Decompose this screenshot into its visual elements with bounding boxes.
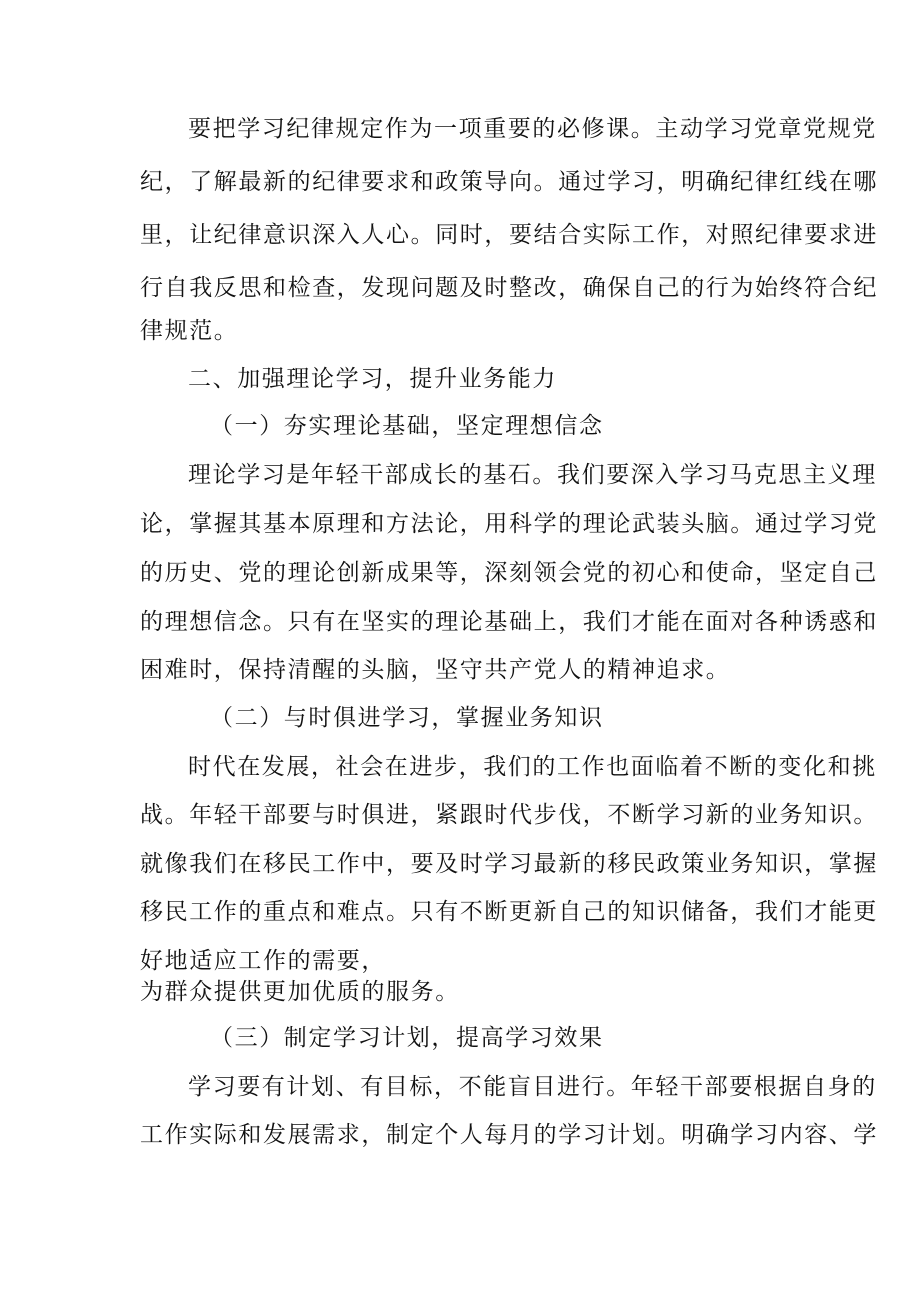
paragraph-2-line-1: 理论学习是年轻干部成长的基石。我们要深入学习马克思主义理 [188, 462, 877, 488]
paragraph-3-line-1: 时代在发展，社会在进步，我们的工作也面临着不断的变化和挑 [188, 754, 877, 780]
paragraph-4-line-2: 工作实际和发展需求，制定个人每月的学习计划。明确学习内容、学 [140, 1122, 878, 1148]
subheading-1: （一）夯实理论基础，坚定理想信念 [210, 413, 604, 439]
paragraph-2-line-4: 的理想信念。只有在坚实的理论基础上，我们才能在面对各种诱惑和 [140, 609, 878, 635]
paragraph-3-line-6: 为群众提供更加优质的服务。 [140, 979, 460, 1005]
section-heading-2: 二、加强理论学习，提升业务能力 [188, 366, 557, 392]
paragraph-1-line-4: 行自我反思和检查，发现问题及时整改，确保自己的行为始终符合纪 [140, 275, 878, 301]
paragraph-1-line-2: 纪，了解最新的纪律要求和政策导向。通过学习，明确纪律红线在哪 [140, 169, 878, 195]
paragraph-4-line-1: 学习要有计划、有目标，不能盲目进行。年轻干部要根据自身的 [188, 1074, 877, 1100]
paragraph-2-line-3: 的历史、党的理论创新成果等，深刻领会党的初心和使命，坚定自己 [140, 560, 878, 586]
paragraph-2-line-2: 论，掌握其基本原理和方法论，用科学的理论武装头脑。通过学习党 [140, 511, 878, 537]
paragraph-2-line-5: 困难时，保持清醒的头脑，坚守共产党人的精神追求。 [140, 657, 731, 683]
paragraph-3-line-4: 移民工作的重点和难点。只有不断更新自己的知识储备，我们才能更 [140, 899, 878, 925]
paragraph-3-line-2: 战。年轻干部要与时俱进，紧跟时代步伐，不断学习新的业务知识。 [140, 802, 878, 828]
paragraph-3-line-5: 好地适应工作的需要， [140, 948, 386, 974]
paragraph-1-line-3: 里，让纪律意识深入人心。同时，要结合实际工作，对照纪律要求进 [140, 222, 878, 248]
paragraph-3-line-3: 就像我们在移民工作中，要及时学习最新的移民政策业务知识，掌握 [140, 851, 878, 877]
subheading-2: （二）与时俱进学习，掌握业务知识 [210, 705, 604, 731]
subheading-3: （三）制定学习计划，提高学习效果 [210, 1025, 604, 1051]
paragraph-1-line-1: 要把学习纪律规定作为一项重要的必修课。主动学习党章党规党 [188, 116, 877, 142]
paragraph-1-line-5: 律规范。 [140, 318, 239, 344]
